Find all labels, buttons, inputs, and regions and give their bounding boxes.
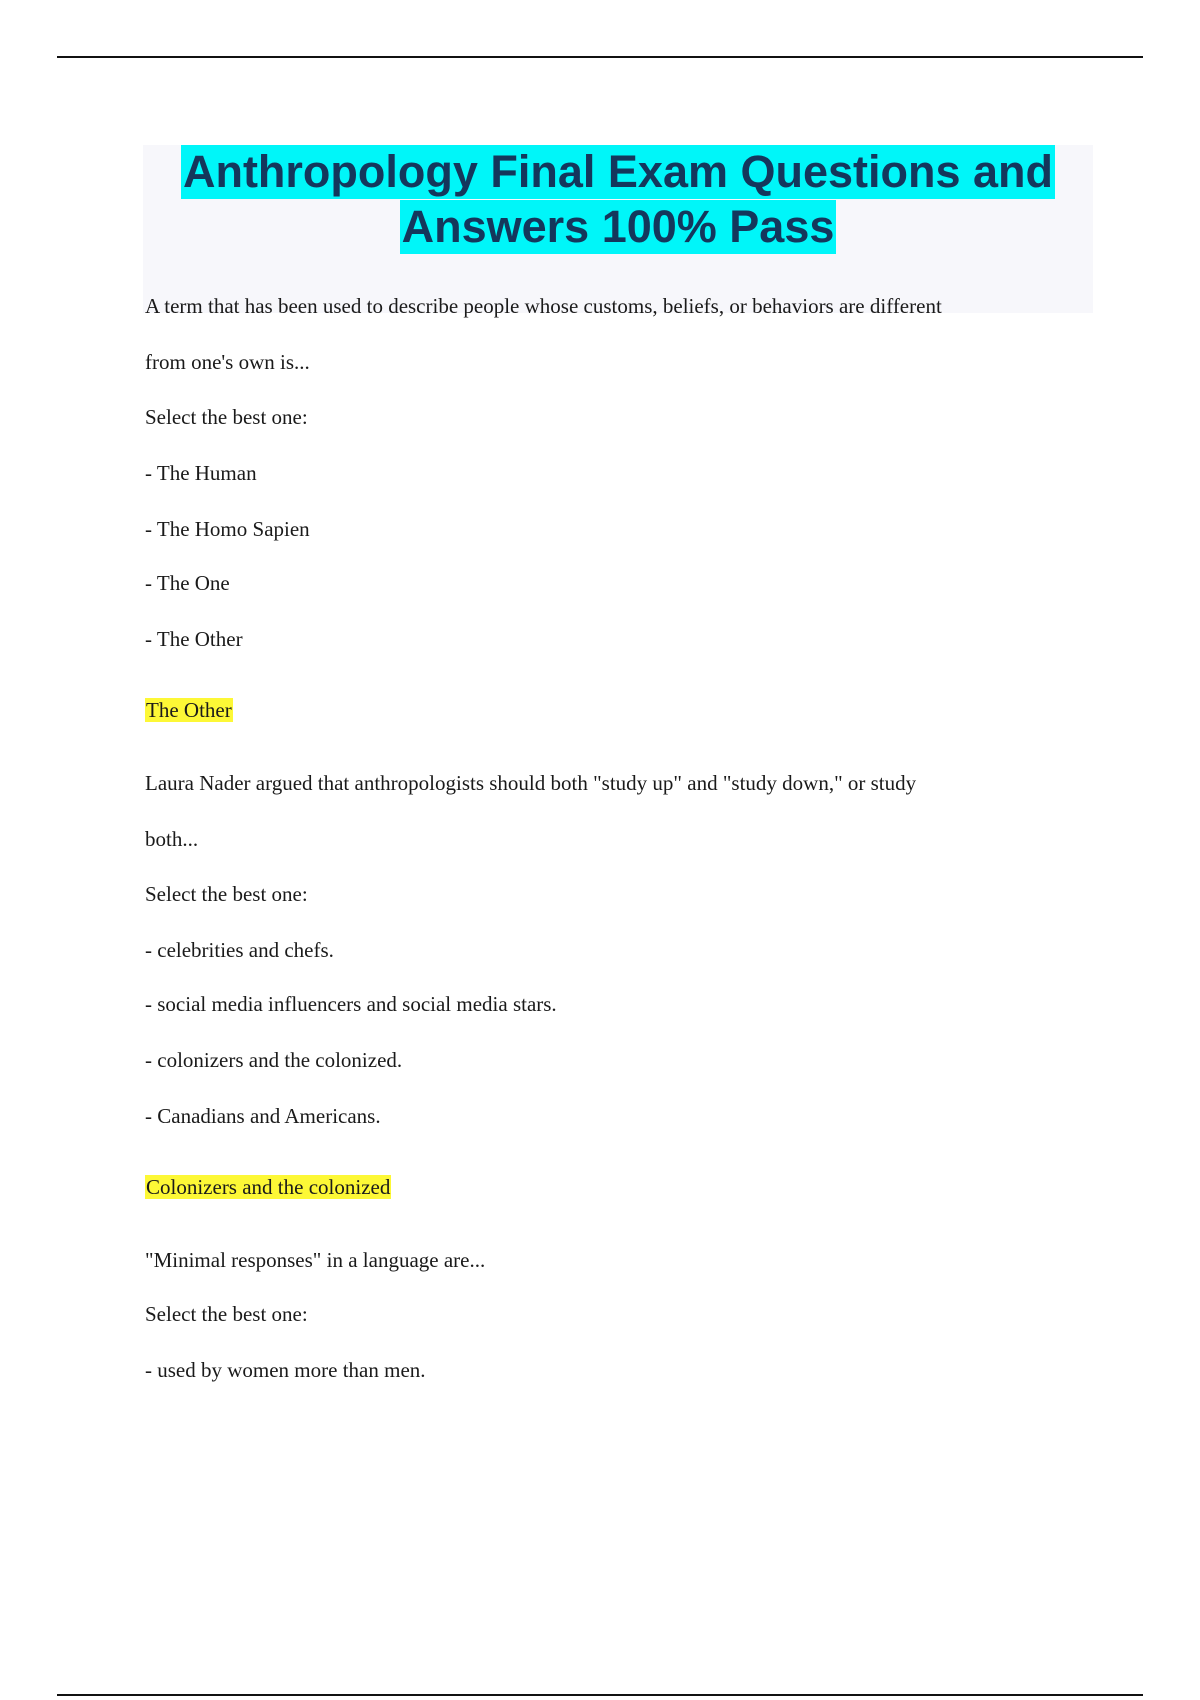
question-1-option-3: - The One xyxy=(145,571,230,595)
question-1-option-4: - The Other xyxy=(145,627,243,651)
question-3-option-1: - used by women more than men. xyxy=(145,1358,426,1382)
question-2-option-2: - social media influencers and social media stars. xyxy=(145,992,557,1016)
question-3-prompt-line-1: "Minimal responses" in a language are... xyxy=(145,1248,486,1272)
question-2-option-3: - colonizers and the colonized. xyxy=(145,1048,403,1072)
question-2-instruction: Select the best one: xyxy=(145,882,308,906)
top-rule xyxy=(57,56,1143,58)
question-1-option-2: - The Homo Sapien xyxy=(145,517,310,541)
question-1-prompt-line-1: A term that has been used to describe people whose customs, beliefs, or behaviors are different xyxy=(145,294,942,318)
question-2-prompt-line-2: both... xyxy=(145,827,199,851)
question-3-instruction: Select the best one: xyxy=(145,1302,308,1326)
question-2-option-4: - Canadians and Americans. xyxy=(145,1104,381,1128)
bottom-rule xyxy=(57,1694,1143,1696)
question-2-option-1: - celebrities and chefs. xyxy=(145,938,334,962)
question-2-prompt-line-1: Laura Nader argued that anthropologists should both "study up" and "study down," or study xyxy=(145,771,917,795)
title-block xyxy=(143,145,1093,313)
page-title-line-2: Answers 100% Pass xyxy=(401,201,835,252)
question-1-option-1: - The Human xyxy=(145,461,257,485)
question-2-answer xyxy=(145,1173,391,1201)
question-1-answer xyxy=(145,696,233,724)
question-1-instruction: Select the best one: xyxy=(145,405,308,429)
question-1-prompt-line-2: from one's own is... xyxy=(145,350,310,374)
answer-highlight: The Other xyxy=(146,698,232,722)
answer-highlight: Colonizers and the colonized xyxy=(146,1175,391,1199)
page-title-line-1: Anthropology Final Exam Questions and xyxy=(182,146,1054,197)
